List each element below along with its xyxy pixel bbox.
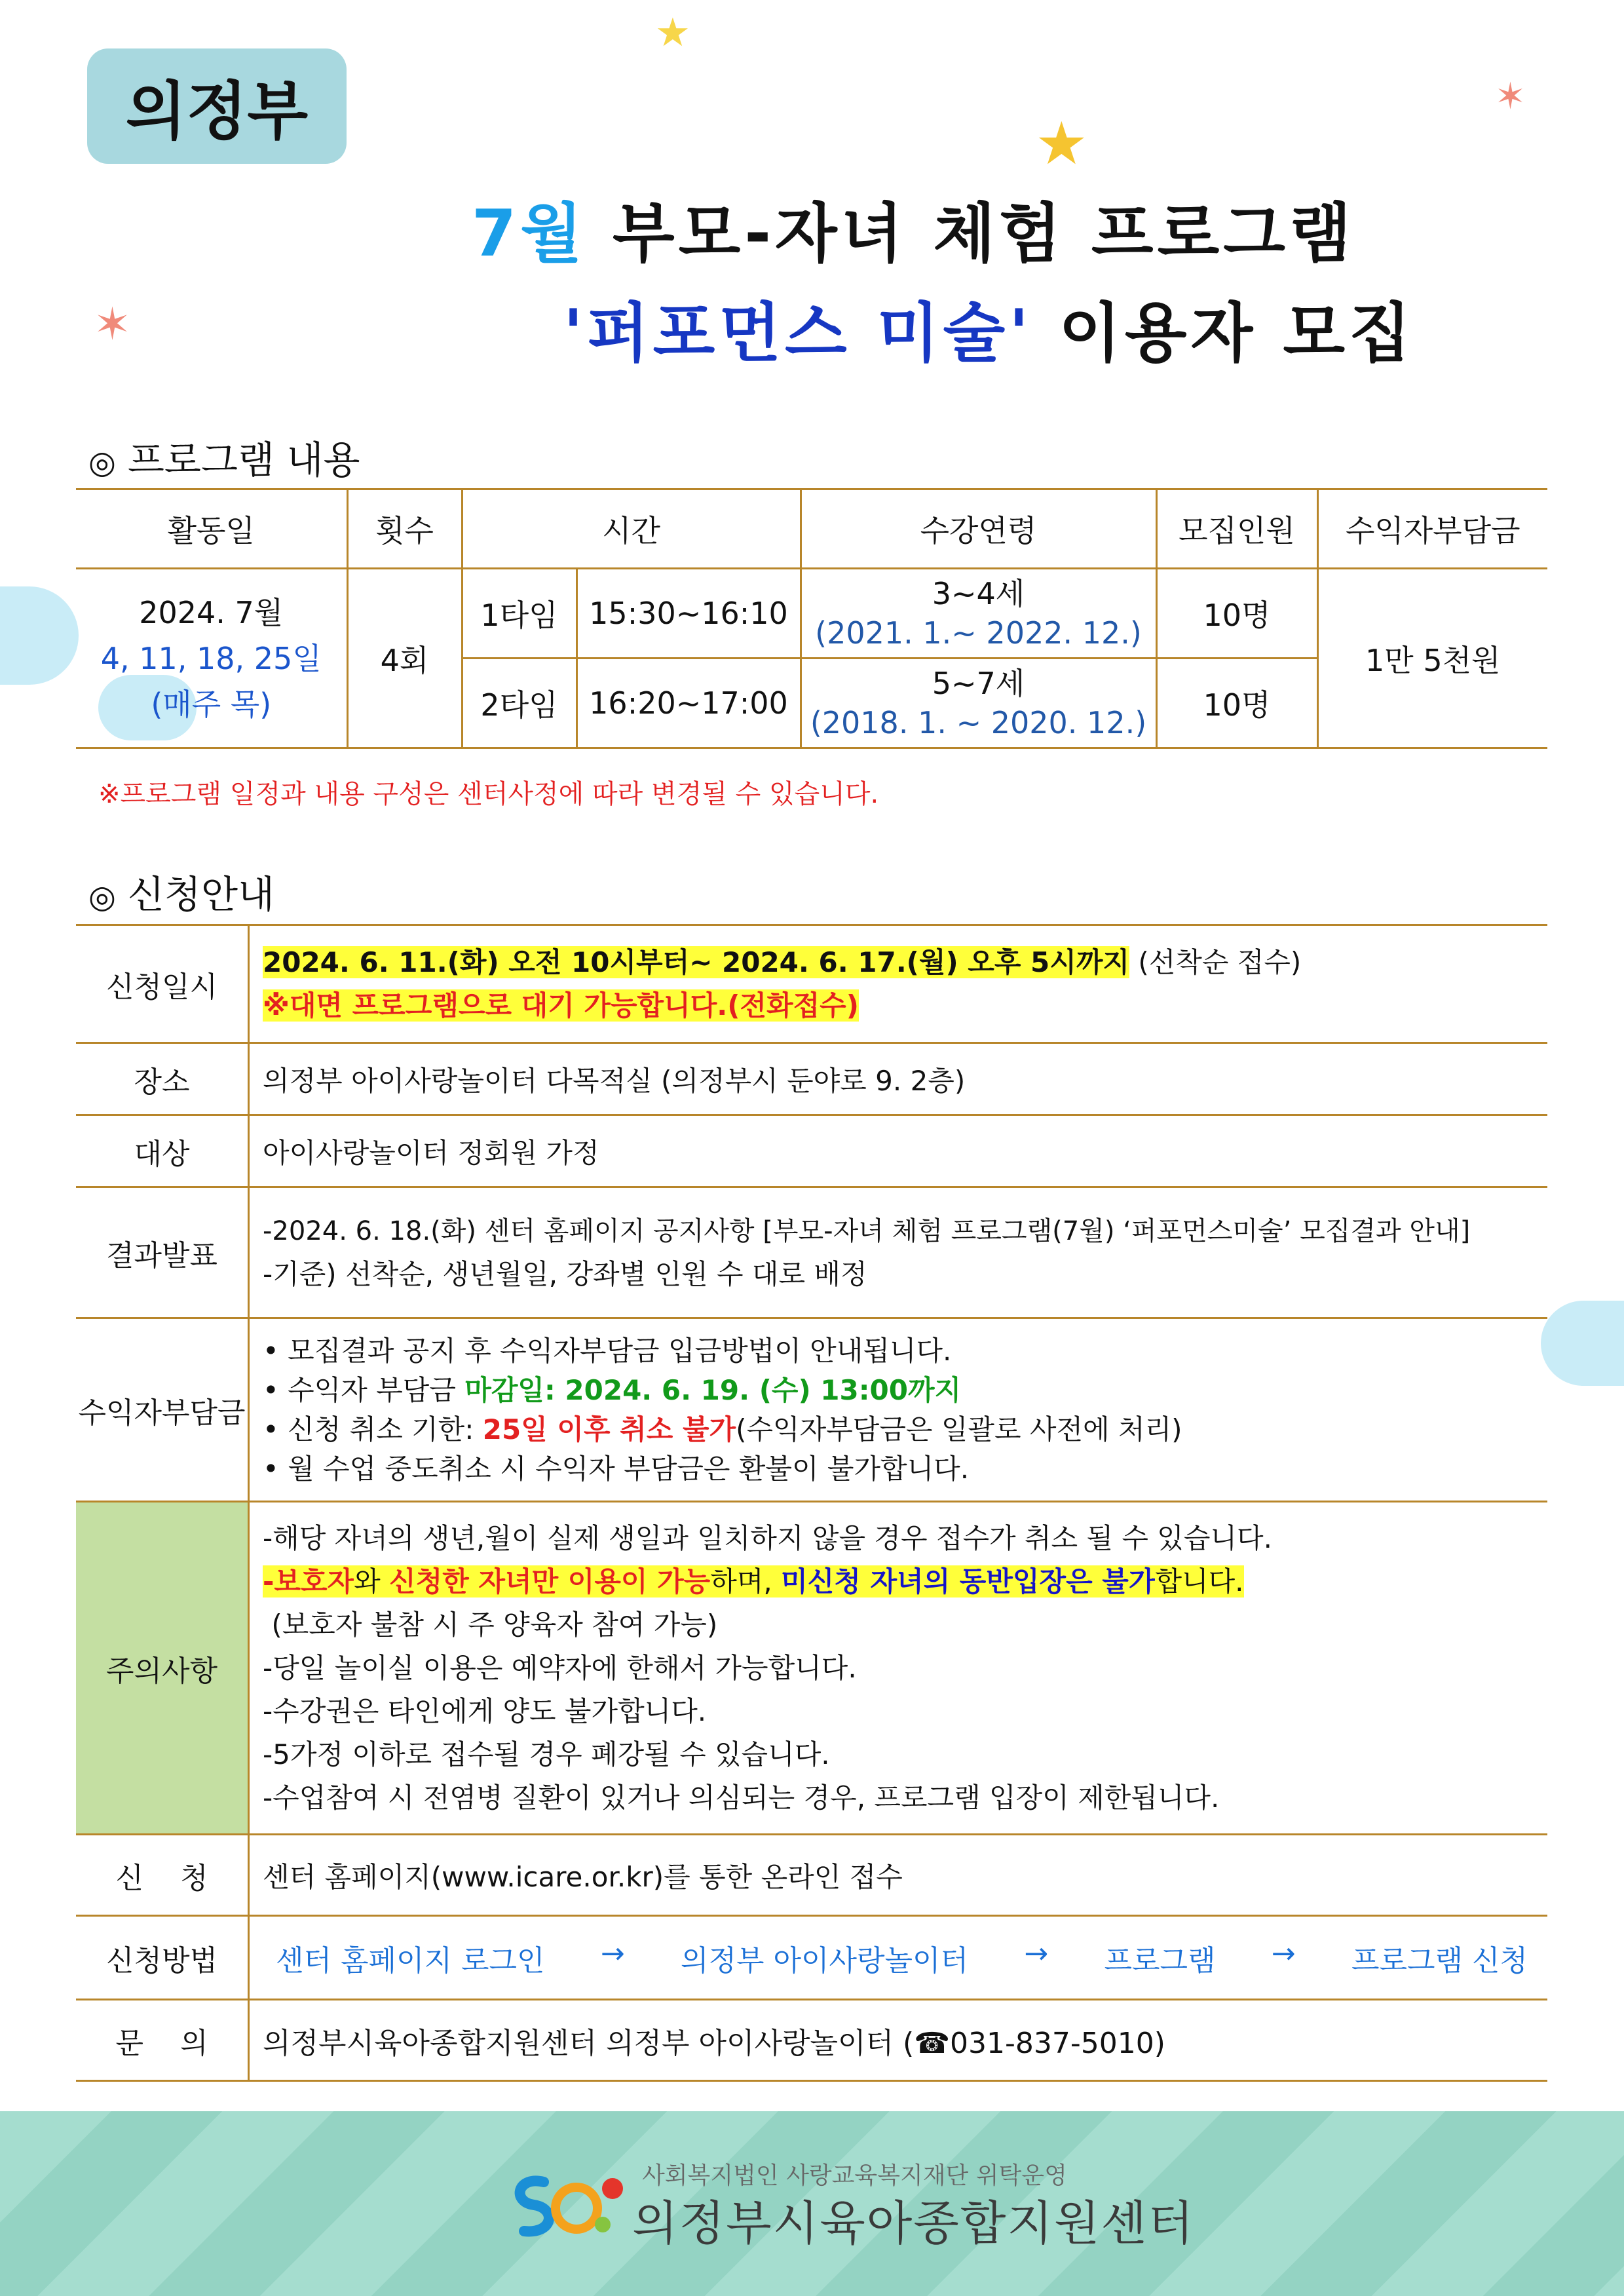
period-suffix: (선착순 접수)	[1129, 946, 1302, 978]
age-label: 3~4세	[932, 576, 1025, 611]
row-period	[76, 925, 1547, 1043]
label-contact: 문 의	[76, 2000, 249, 2081]
activity-date-cell	[76, 569, 347, 748]
header-age: 수강연령	[801, 489, 1156, 569]
star-icon: ★	[655, 10, 690, 56]
result-line1: -2024. 6. 18.(화) 센터 홈페이지 공지사항 [부모-자녀 체험 프로그램(7월) ‘퍼포먼스미술’ 모집결과 안내]	[263, 1215, 1471, 1246]
header-capacity: 모집인원	[1156, 489, 1317, 569]
age-range: (2018. 1. ~ 2020. 12.)	[810, 705, 1147, 740]
cloud-decoration	[0, 586, 79, 685]
apply-value: 센터 홈페이지(www.icare.or.kr)를 통한 온라인 접수	[249, 1835, 1548, 1916]
cloud-decoration	[1541, 1301, 1624, 1386]
period-cell	[249, 925, 1548, 1043]
activity-weekday: (매주 목)	[151, 686, 272, 722]
caution-cell	[249, 1502, 1548, 1835]
program-table-header	[76, 489, 1547, 569]
caution-line3: (보호자 불참 시 주 양육자 참여 가능)	[263, 1608, 718, 1641]
activity-year-month: 2024. 7월	[139, 594, 284, 630]
age-range: (2021. 1.~ 2022. 12.)	[815, 615, 1142, 651]
fee-info-cell	[249, 1318, 1548, 1502]
row-contact	[76, 2000, 1547, 2081]
period-note: ※대면 프로그램으로 대기 가능합니다.(전화접수)	[263, 989, 859, 1022]
session-time: 16:20~17:00	[576, 659, 801, 748]
caution-line2-f: 합니다.	[1155, 1565, 1244, 1598]
bullseye-icon: ◎	[88, 879, 116, 915]
title-line1-rest: 부모-자녀 체험 프로그램	[612, 197, 1355, 271]
fee-cell: 1만 5천원	[1317, 569, 1547, 748]
result-line2: -기준) 선착순, 생년월일, 강좌별 인원 수 대로 배정	[263, 1257, 867, 1290]
method-step-login: 센터 홈페이지 로그인	[276, 1943, 545, 1978]
fee-line3-c: (수익자부담금은 일괄로 사전에 처리)	[736, 1413, 1182, 1445]
fee-deadline: 마감일: 2024. 6. 19. (수) 13:00까지	[464, 1373, 962, 1406]
page-title-line1	[472, 182, 1355, 275]
header-activity-date: 활동일	[76, 489, 347, 569]
title-program-name: '퍼포먼스 미술'	[563, 296, 1033, 371]
fee-line1: • 모집결과 공지 후 수익자부담금 입금방법이 안내됩니다.	[263, 1334, 952, 1367]
arrow-right-icon: →	[600, 1936, 625, 1970]
title-month: 7월	[472, 197, 586, 271]
section-program-title: 프로그램 내용	[127, 438, 360, 482]
title-line2-rest: 이용자 모집	[1059, 296, 1415, 371]
method-step-playground: 의정부 아이사랑놀이터	[680, 1943, 969, 1978]
activity-days: 4, 11, 18, 25일	[100, 640, 322, 676]
row-target	[76, 1115, 1547, 1187]
row-apply	[76, 1835, 1547, 1916]
caution-line5: -수강권은 타인에게 양도 불가합니다.	[263, 1694, 707, 1727]
row-method	[76, 1916, 1547, 2000]
star-icon: ★	[1035, 109, 1088, 178]
label-result: 결과발표	[76, 1187, 249, 1318]
label-fee: 수익자부담금	[76, 1318, 249, 1502]
page-title-line2	[563, 282, 1415, 374]
footer-operator: 사회복지법인 사랑교육복지재단 위탁운영	[642, 2162, 1067, 2189]
label-place: 장소	[76, 1043, 249, 1115]
capacity-cell: 10명	[1156, 659, 1317, 748]
arrow-right-icon: →	[1024, 1936, 1049, 1970]
age-label: 5~7세	[932, 666, 1025, 701]
star-icon: ✶	[1495, 75, 1526, 118]
footer-center-name: 의정부시육아종합지원센터	[632, 2196, 1195, 2251]
header-count: 횟수	[347, 489, 462, 569]
fee-cancel-limit: 25일 이후 취소 불가	[482, 1413, 736, 1445]
section-apply-heading	[88, 864, 274, 919]
label-apply: 신 청	[76, 1835, 249, 1916]
label-target: 대상	[76, 1115, 249, 1187]
caution-line1: -해당 자녀의 생년,월이 실제 생일과 일치하지 않을 경우 접수가 취소 될 수 있습니다.	[263, 1521, 1272, 1554]
caution-only-applied: 신청한 자녀만 이용이 가능	[389, 1565, 711, 1598]
caution-line2-b: 와	[354, 1565, 390, 1598]
session-type: 1타임	[462, 569, 576, 659]
count-cell: 4회	[347, 569, 462, 748]
caution-line7: -수업참여 시 전염병 질환이 있거나 의심되는 경우, 프로그램 입장이 제한됩니다.	[263, 1781, 1220, 1814]
row-caution	[76, 1502, 1547, 1835]
program-table	[76, 488, 1547, 749]
label-period: 신청일시	[76, 925, 249, 1043]
section-apply-title: 신청안내	[127, 872, 275, 917]
star-icon: ✶	[94, 299, 131, 351]
place-value: 의정부 아이사랑놀이터 다목적실 (의정부시 둔야로 9. 2층)	[249, 1043, 1548, 1115]
apply-table	[76, 924, 1547, 2082]
fee-line2-a: • 수익자 부담금	[263, 1373, 465, 1406]
row-result	[76, 1187, 1547, 1318]
caution-line6: -5가정 이하로 접수될 경우 폐강될 수 있습니다.	[263, 1738, 830, 1770]
program-note: ※프로그램 일정과 내용 구성은 센터사정에 따라 변경될 수 있습니다.	[98, 779, 879, 809]
session-type: 2타임	[462, 659, 576, 748]
method-step-apply: 프로그램 신청	[1351, 1943, 1528, 1978]
bullseye-icon: ◎	[88, 444, 116, 481]
arrow-right-icon: →	[1271, 1936, 1296, 1970]
row-fee	[76, 1318, 1547, 1502]
caution-guardian: -보호자	[263, 1565, 354, 1598]
age-cell	[801, 569, 1156, 659]
fee-line3-a: • 신청 취소 기한:	[263, 1413, 483, 1445]
caution-line2-d: 하며,	[710, 1565, 782, 1598]
label-caution: 주의사항	[76, 1502, 249, 1835]
region-badge: 의정부	[87, 48, 347, 164]
section-program-heading	[88, 429, 360, 484]
header-fee: 수익자부담금	[1317, 489, 1547, 569]
target-value: 아이사랑놀이터 정회원 가정	[249, 1115, 1548, 1187]
table-row	[76, 569, 1547, 659]
session-time: 15:30~16:10	[576, 569, 801, 659]
method-step-program: 프로그램	[1104, 1943, 1216, 1978]
method-cell	[249, 1916, 1548, 2000]
age-cell	[801, 659, 1156, 748]
row-place	[76, 1043, 1547, 1115]
fee-line4: • 월 수업 중도취소 시 수익자 부담금은 환불이 불가합니다.	[263, 1452, 970, 1485]
caution-line4: -당일 놀이실 이용은 예약자에 한해서 가능합니다.	[263, 1651, 857, 1684]
caution-no-unregistered: 미신청 자녀의 동반입장은 불가	[781, 1565, 1156, 1598]
contact-value: 의정부시육아종합지원센터 의정부 아이사랑놀이터 (☎031-837-5010)	[249, 2000, 1548, 2081]
header-time: 시간	[462, 489, 801, 569]
result-cell	[249, 1187, 1548, 1318]
capacity-cell: 10명	[1156, 569, 1317, 659]
center-logo-icon	[504, 2162, 635, 2248]
label-method: 신청방법	[76, 1916, 249, 2000]
period-main: 2024. 6. 11.(화) 오전 10시부터~ 2024. 6. 17.(월) 오후 5시까지	[263, 946, 1129, 978]
